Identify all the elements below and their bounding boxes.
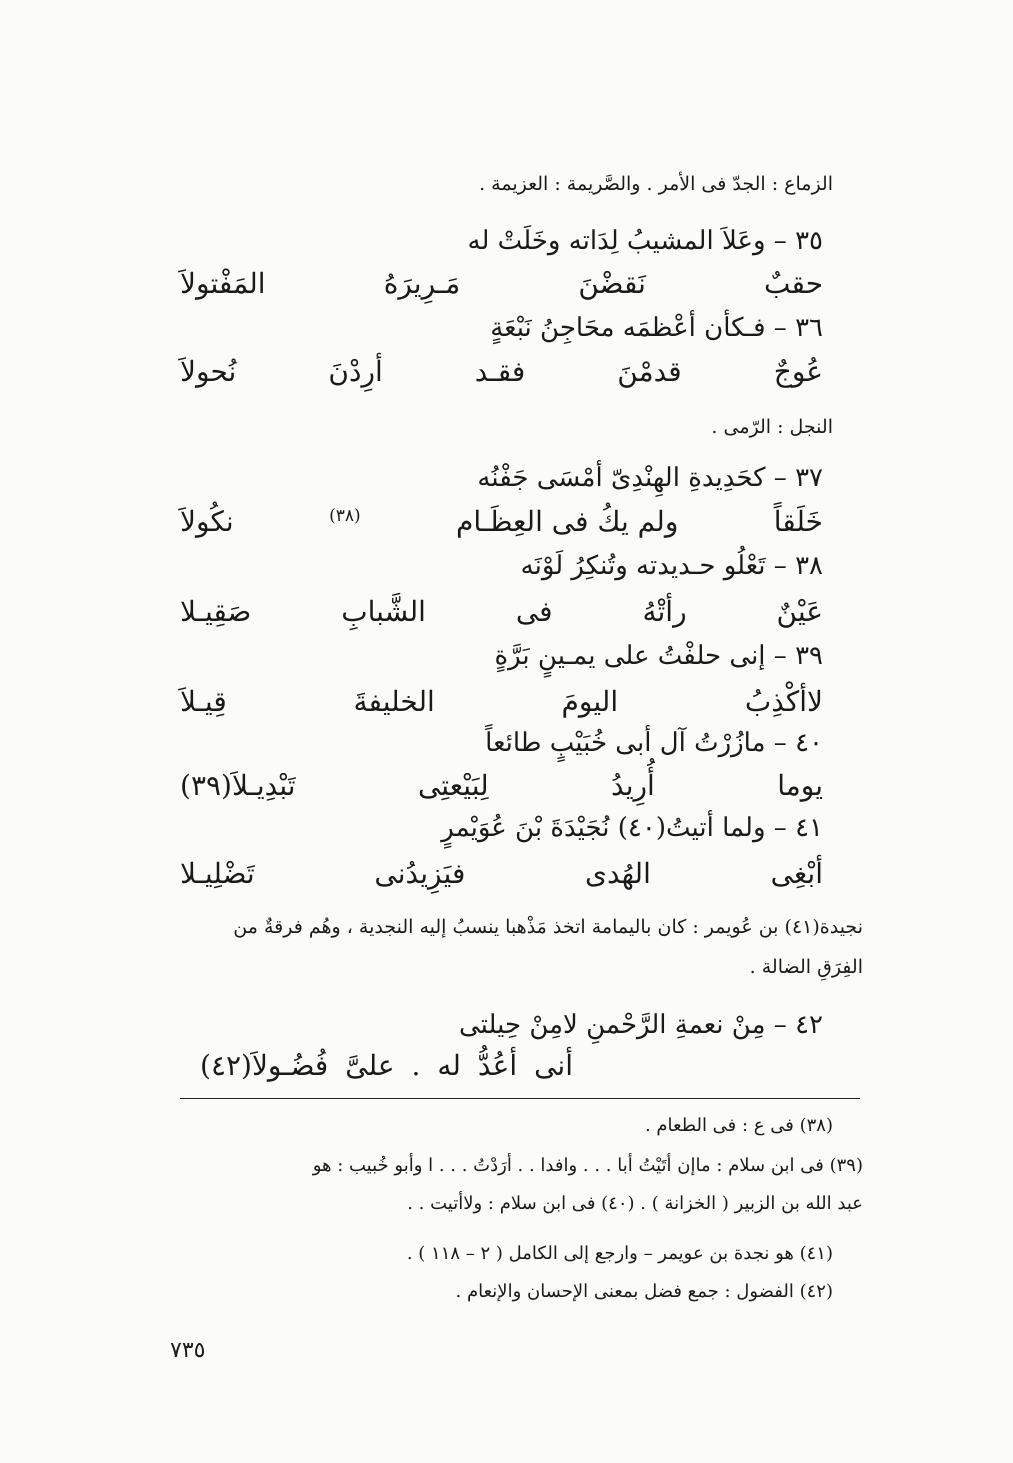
word: نُحولاَ [180, 355, 237, 388]
word: خَلَقاً [773, 505, 823, 538]
gloss-line: الفِرَقِ الضالة . [749, 956, 863, 978]
page-number: ٧٣٥ [170, 1338, 206, 1363]
word: عَيْنٌ [776, 595, 823, 628]
verse-number: ٣٨ – [773, 551, 823, 581]
word: فى [515, 595, 553, 628]
footnote-marker: (٣٨) [329, 506, 361, 526]
word: أرِدْنَ [328, 355, 383, 388]
hemistich-text: مِنْ نعمةِ الرَّحْمنِ لامِنْ حِيلتى [459, 1010, 766, 1040]
verse-number: ٣٩ – [773, 641, 823, 671]
word: لِبَيْعتِى [417, 769, 489, 802]
footnote: (٣٨) فى ع : فى الطعام . [644, 1115, 833, 1136]
verse-number: ٣٧ – [773, 463, 823, 493]
word: علىَّ [345, 1049, 395, 1082]
verse-number: ٣٥ – [773, 226, 823, 256]
word: ولم يكُ فى العِظَـام [456, 505, 679, 538]
footnote: عبد الله بن الزبير ( الخزانة ) . (٤٠) فى ابن سلام : ولاأتيت . . [407, 1193, 863, 1214]
hemistich-text: ولما أتيتُ(٤٠) نُجَيْدَةَ بْنَ عُوَيْمرٍ [441, 813, 766, 843]
word: لاأكْذِبُ [744, 685, 823, 718]
word: أعُدُّ [477, 1049, 518, 1082]
verse-36-hemistich-2 [180, 355, 823, 388]
word: قِيـلاَ [180, 685, 227, 718]
word: تَضْلِيـلا [180, 857, 255, 890]
word: حقبٌ [764, 267, 823, 300]
hemistich-text: كحَدِيدةِ الهِنْدِىّ أمْسَى جَفْنُه [477, 463, 766, 493]
hemistich-text: فـكأن أعْظمَه محَاجِنُ نَبْعَةٍ [490, 313, 766, 343]
word: قدمْنَ [617, 355, 682, 388]
verse-39-hemistich-1 [494, 643, 823, 669]
word: رأتْهُ [642, 595, 687, 628]
word: فيَزِيدُنى [374, 857, 466, 890]
hemistich-text: وعَلاَ المشيبُ لِدَاته وخَلَتْ له [467, 226, 766, 256]
verse-number: ٤٠ – [773, 728, 823, 758]
word: فقـد [474, 355, 526, 388]
word: يوما [777, 769, 823, 802]
word: نَقضْنَ [578, 267, 646, 300]
hemistich-text: تَعْلُو حـديدته وتُنكِرُ لَوْنَه [520, 551, 766, 581]
gloss-line: الزماع : الجدّ فى الأمر . والصَّريمة : العزيمة . [479, 173, 833, 195]
gloss-line: النجل : الرّمى . [711, 416, 833, 438]
word: له [437, 1049, 461, 1082]
verse-40-hemistich-1 [485, 730, 823, 756]
word: المَفْتولاَ [180, 267, 266, 300]
verse-number: ٤٢ – [773, 1010, 823, 1040]
footnote: (٣٩) فى ابن سلام : ماإن أتَيْتُ أبا . . . وافدا . . أرَدْتُ . . . ا وأبو خُبيب : هو [312, 1155, 863, 1176]
verse-38-hemistich-1 [521, 553, 823, 579]
word: . [411, 1049, 421, 1082]
verse-35-hemistich-2 [180, 267, 823, 300]
verse-40-hemistich-2 [180, 769, 823, 802]
verse-37-hemistich-1 [477, 465, 823, 491]
hemistich-text: إنى حلفْتُ على يمـينٍ بَرَّةٍ [494, 641, 766, 671]
gloss-line: نجيدة(٤١) بن عُويمر : كان باليمامة اتخذ مَذْهبا ينسبُ إليه النجدية ، وهُم فرقةٌ من [233, 916, 863, 938]
verse-42-hemistich-1 [459, 1012, 823, 1038]
word: نكُولاَ [180, 505, 234, 538]
word: اليومَ [561, 685, 619, 718]
word: أُرِيدُ [611, 769, 655, 802]
word: صَقِيـلا [180, 595, 252, 628]
verse-41-hemistich-1 [441, 815, 823, 841]
word: فُضُـولاَ(٤٢) [200, 1049, 329, 1082]
word: عُوجٌ [773, 355, 823, 388]
verse-36-hemistich-1 [490, 315, 823, 341]
word: الخليفةَ [353, 685, 435, 718]
word: مَـرِيرَهُ [383, 267, 461, 300]
hemistich-text: مازُرْتُ آل أبى خُبَيْبٍ طائعاً [485, 728, 766, 758]
word: الهُدى [585, 857, 651, 890]
footnote: (٤٢) الفضول : جمع فضل بمعنى الإحسان والإنعام . [455, 1281, 833, 1302]
word: أبْغِى [770, 857, 823, 890]
verse-35-hemistich-1 [468, 228, 823, 254]
footnote: (٤١) هو نجدة بن عويمر – وارجع إلى الكامل ( ٢ – ١١٨ ) . [406, 1243, 833, 1264]
footnote-divider [180, 1098, 860, 1099]
word: أنى [534, 1049, 573, 1082]
word: الشَّبابِ [341, 595, 426, 628]
verse-number: ٣٦ – [773, 313, 823, 343]
verse-38-hemistich-2 [180, 595, 823, 628]
verse-37-hemistich-2 [180, 505, 823, 538]
verse-39-hemistich-2 [180, 685, 823, 718]
verse-41-hemistich-2 [180, 857, 823, 890]
verse-42-hemistich-2 [200, 1049, 573, 1082]
word: تَبْدِيـلاَ(٣٩) [180, 769, 296, 802]
verse-number: ٤١ – [773, 813, 823, 843]
